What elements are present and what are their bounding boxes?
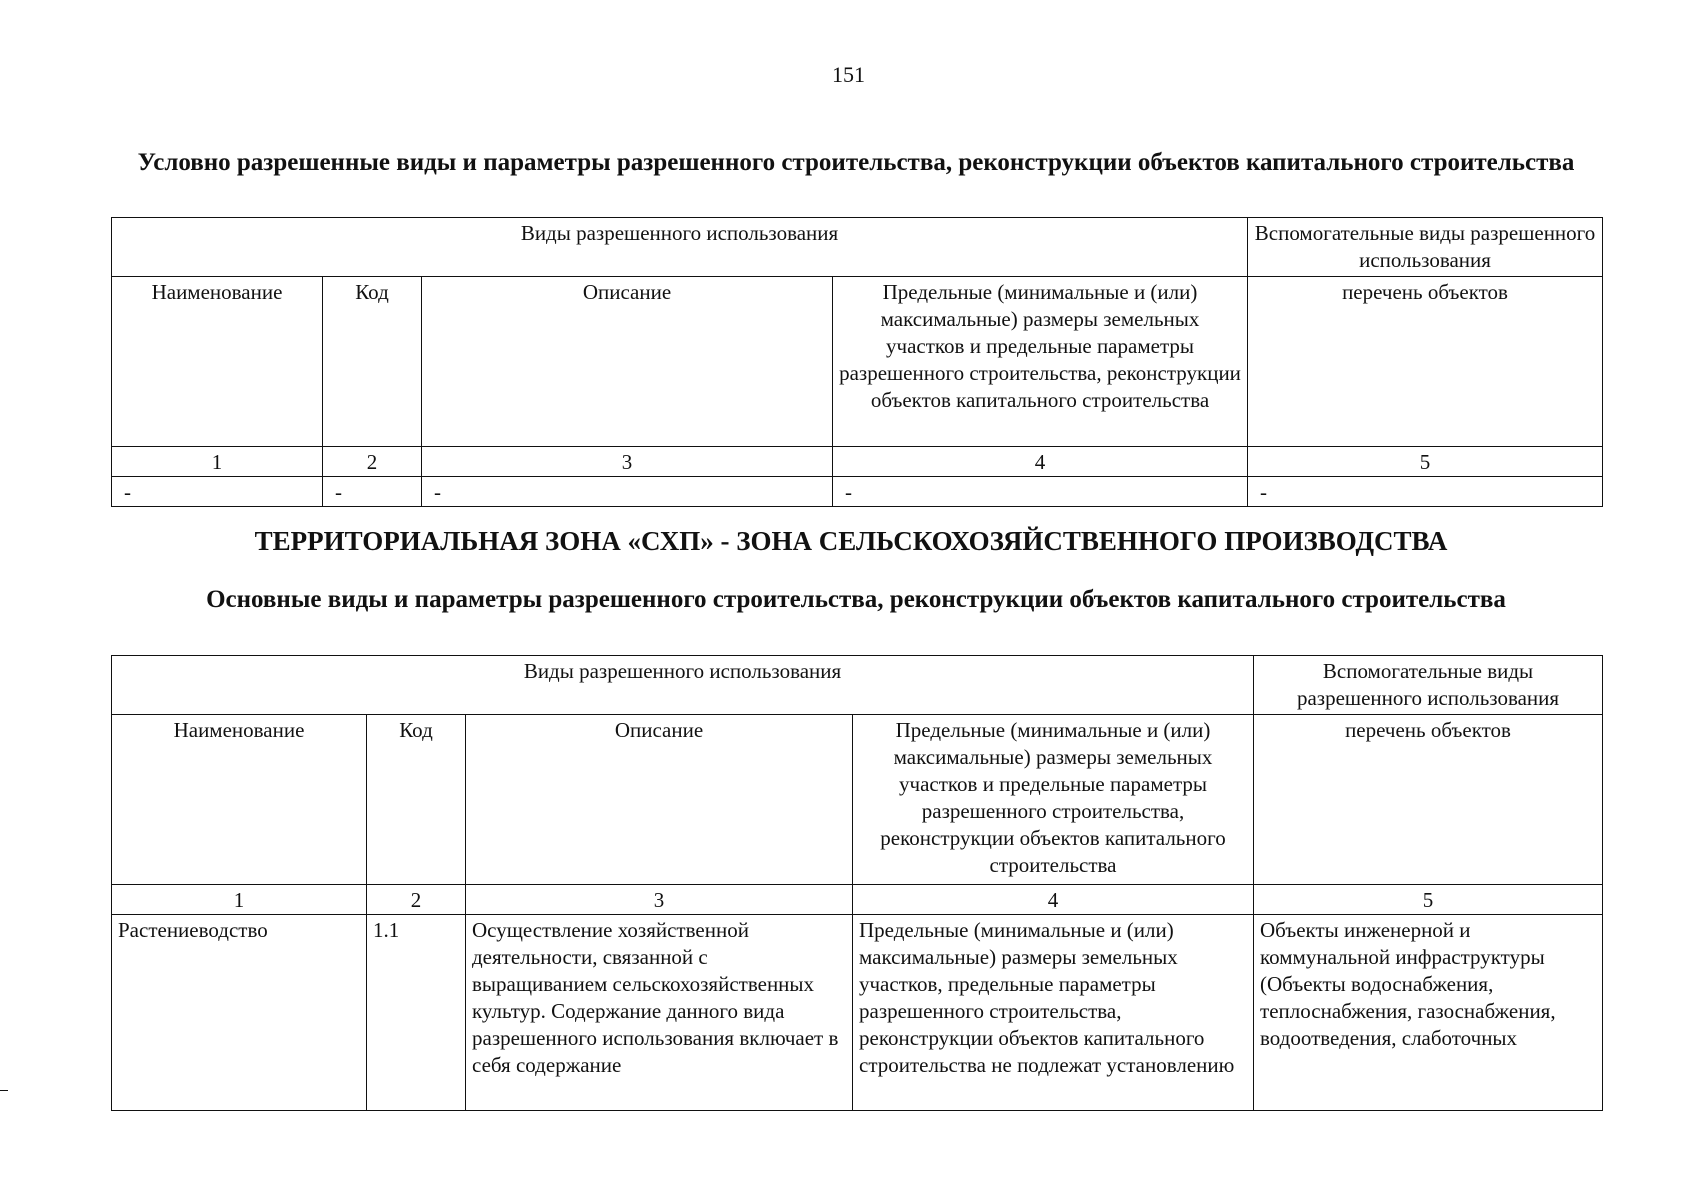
column-number: 4 xyxy=(833,447,1248,477)
table-cell: - xyxy=(323,477,422,507)
table-cell: - xyxy=(1248,477,1603,507)
column-header-name: Наименование xyxy=(112,715,367,885)
table-cell-parameters: Предельные (минимальные и (или) максимальные) размеры земельных участков, предельные параметры разрешенного строительства, реконструкции объектов капитального строительства не подлежат установлению xyxy=(853,915,1254,1111)
column-number: 1 xyxy=(112,447,323,477)
column-header-name: Наименование xyxy=(112,277,323,447)
column-header-code: Код xyxy=(323,277,422,447)
table-main-uses xyxy=(111,655,1603,1111)
column-number-row xyxy=(112,885,1603,915)
zone-title: ТЕРРИТОРИАЛЬНАЯ ЗОНА «СХП» - ЗОНА СЕЛЬСКОХОЗЯЙСТВЕННОГО ПРОИЗВОДСТВА xyxy=(254,526,1448,556)
group-header-uses: Виды разрешенного использования xyxy=(112,218,1248,277)
column-number: 3 xyxy=(466,885,853,915)
page-number: 151 xyxy=(832,62,865,87)
column-header-objects: перечень объектов xyxy=(1254,715,1603,885)
group-header-auxiliary: Вспомогательные виды разрешенного использования xyxy=(1248,218,1603,277)
column-header-description: Описание xyxy=(466,715,853,885)
column-number: 4 xyxy=(853,885,1254,915)
group-header-row xyxy=(112,656,1603,715)
column-number: 5 xyxy=(1254,885,1603,915)
table-cell-objects: Объекты инженерной и коммунальной инфраструктуры (Объекты водоснабжения, теплоснабжения, газоснабжения, водоотведения, слаботочных xyxy=(1254,915,1603,1111)
group-header-uses: Виды разрешенного использования xyxy=(112,656,1254,715)
column-header-row xyxy=(112,715,1603,885)
table-cell: - xyxy=(422,477,833,507)
table-row xyxy=(112,477,1603,507)
column-header-parameters: Предельные (минимальные и (или) максимальные) размеры земельных участков и предельные параметры разрешенного строительства, реконструкции объектов капитального строительства xyxy=(833,277,1248,447)
column-header-description: Описание xyxy=(422,277,833,447)
column-number: 2 xyxy=(323,447,422,477)
table-cell: - xyxy=(833,477,1248,507)
margin-mark xyxy=(0,1090,8,1091)
column-header-parameters: Предельные (минимальные и (или) максимальные) размеры земельных участков и предельные параметры разрешенного строительства, реконструкции объектов капитального строительства xyxy=(853,715,1254,885)
column-number: 3 xyxy=(422,447,833,477)
table-cell-description: Осуществление хозяйственной деятельности, связанной с выращиванием сельскохозяйственных культур. Содержание данного вида разрешенного использования включает в себя содержание xyxy=(466,915,853,1111)
table-cell-code: 1.1 xyxy=(367,915,466,1111)
table-row xyxy=(112,915,1603,1111)
column-number: 2 xyxy=(367,885,466,915)
group-header-auxiliary: Вспомогательные виды разрешенного использования xyxy=(1254,656,1603,715)
column-header-row xyxy=(112,277,1603,447)
section-title-main: Основные виды и параметры разрешенного строительства, реконструкции объектов капитального строительства xyxy=(206,586,1506,613)
table-cell-name: Растениеводство xyxy=(112,915,367,1111)
column-number: 5 xyxy=(1248,447,1603,477)
column-number-row xyxy=(112,447,1603,477)
group-header-row xyxy=(112,218,1603,277)
table-conditional-uses xyxy=(111,217,1603,507)
table-cell: - xyxy=(112,477,323,507)
section-title-conditional: Условно разрешенные виды и параметры разрешенного строительства, реконструкции объектов капитального строительства xyxy=(137,149,1575,176)
column-number: 1 xyxy=(112,885,367,915)
column-header-objects: перечень объектов xyxy=(1248,277,1603,447)
column-header-code: Код xyxy=(367,715,466,885)
